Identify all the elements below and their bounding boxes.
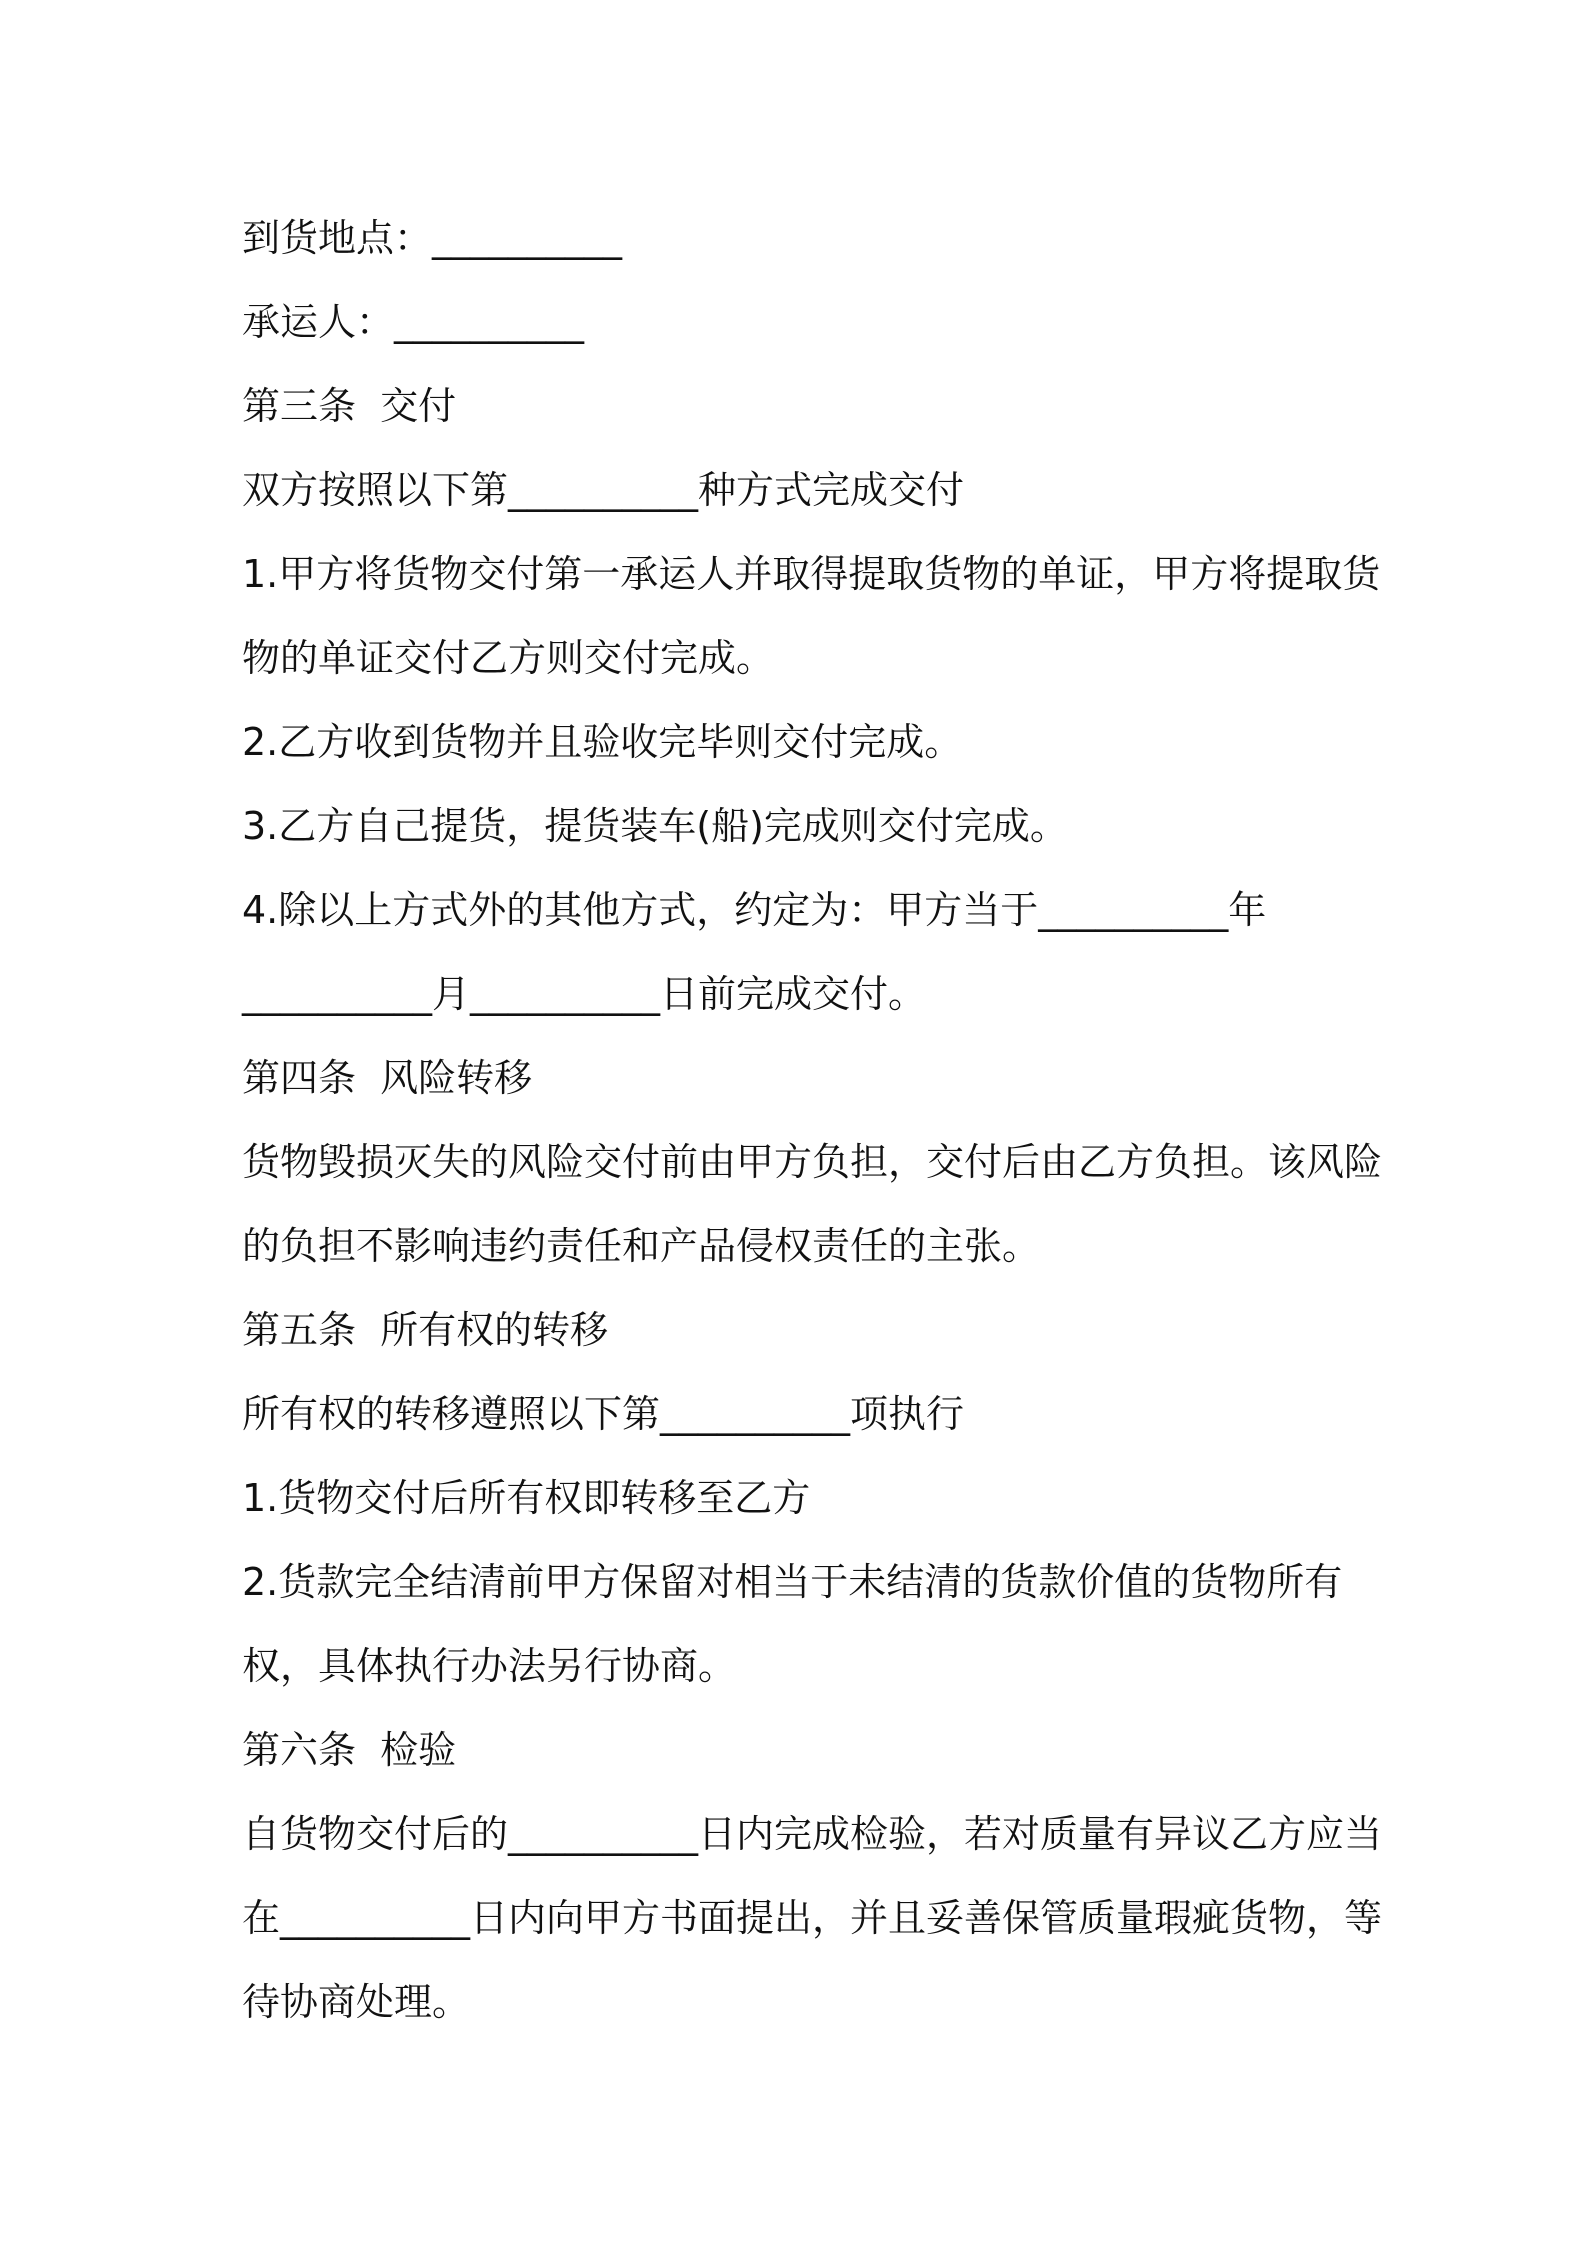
delivery-option-1-line-1: 1.甲方将货物交付第一承运人并取得提取货物的单证，甲方将提取货 <box>242 552 1381 596</box>
risk-transfer-line-1: 货物毁损灭失的风险交付前由甲方负担，交付后由乙方负担。该风险 <box>242 1140 1383 1184</box>
delivery-method-line: 双方按照以下第__________种方式完成交付 <box>242 468 965 512</box>
ownership-option-1: 1.货物交付后所有权即转移至乙方 <box>242 1476 811 1520</box>
delivery-option-3: 3.乙方自己提货，提货装车(船)完成则交付完成。 <box>242 804 1068 848</box>
inspection-line-1: 自货物交付后的__________日内完成检验，若对质量有异议乙方应当 <box>242 1812 1383 1856</box>
article-6-heading: 第六条 检验 <box>242 1728 457 1772</box>
ownership-transfer-line: 所有权的转移遵照以下第__________项执行 <box>242 1392 965 1436</box>
carrier-line: 承运人：__________ <box>242 300 585 344</box>
delivery-option-1-line-2: 物的单证交付乙方则交付完成。 <box>242 636 775 680</box>
inspection-line-2: 在__________日内向甲方书面提出，并且妥善保管质量瑕疵货物，等 <box>242 1896 1383 1940</box>
risk-transfer-line-2: 的负担不影响违约责任和产品侵权责任的主张。 <box>242 1224 1041 1268</box>
delivery-option-4-line-2: __________月__________日前完成交付。 <box>242 972 927 1016</box>
article-3-heading: 第三条 交付 <box>242 384 457 428</box>
delivery-option-2: 2.乙方收到货物并且验收完毕则交付完成。 <box>242 720 963 764</box>
article-5-heading: 第五条 所有权的转移 <box>242 1308 609 1352</box>
article-4-heading: 第四条 风险转移 <box>242 1056 533 1100</box>
ownership-option-2-line-1: 2.货款完全结清前甲方保留对相当于未结清的货款价值的货物所有 <box>242 1560 1343 1604</box>
contract-body <box>242 196 1383 2044</box>
delivery-option-4-line-1: 4.除以上方式外的其他方式，约定为：甲方当于__________年 <box>242 888 1267 932</box>
delivery-place-line: 到货地点：__________ <box>242 216 623 260</box>
ownership-option-2-line-2: 权，具体执行办法另行协商。 <box>242 1644 737 1688</box>
inspection-line-3: 待协商处理。 <box>242 1980 471 2024</box>
